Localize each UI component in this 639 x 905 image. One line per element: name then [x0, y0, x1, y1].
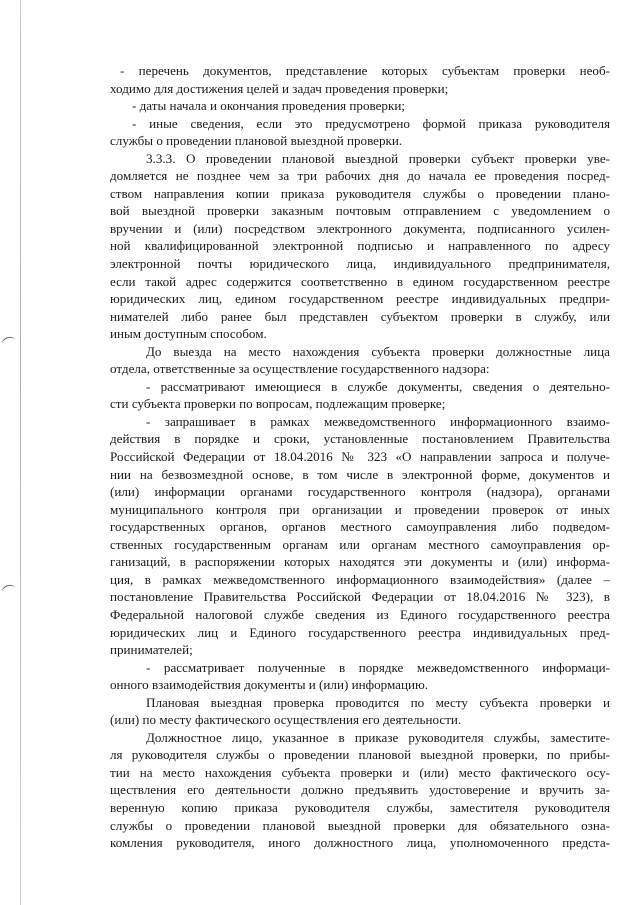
text-line: вой выездной проверки заказным почтовым отправлением с уведомлением о — [110, 203, 610, 219]
text-line: если такой адрес содержится соответственно в едином государственном реестре — [110, 273, 610, 289]
page-margin-line — [20, 0, 21, 905]
text-line: - запрашивает в рамках межведомственного информационного взаимо- — [146, 413, 610, 429]
text-line: ганизаций, в распоряжении которых находятся эти документы и (или) информа- — [110, 554, 610, 570]
text-line: Федеральной налоговой службе сведения из Единого государственного реестра — [110, 606, 610, 622]
text-line: службы о проведении плановой выездной проверки. — [110, 133, 403, 149]
text-line: сти субъекта проверки по вопросам, подлежащим проверке; — [110, 396, 446, 412]
text-line: тии на место нахождения субъекта проверки и (или) место фактического осу- — [110, 764, 610, 780]
document-body — [110, 62, 610, 852]
text-line: (или) информации органами государственного контроля (надзора), органами — [110, 484, 610, 500]
text-line: Плановая выездная проверка проводится по месту субъекта проверки и — [146, 694, 610, 710]
text-line: веренную копию приказа руководителя службы, заместителя руководителя — [110, 799, 610, 815]
text-line: отдела, ответственные за осуществление государственного надзора: — [110, 361, 490, 377]
text-line: ной квалифицированной электронной подписью и направленного по адресу — [110, 238, 610, 254]
text-line: ством направления копии приказа руководителя службы о проведении плано- — [110, 185, 610, 201]
text-line: нимателей либо ранее был представлен субъектом проверки в службу, или — [110, 308, 610, 324]
text-line: принимателей; — [110, 642, 193, 658]
text-line: ходимо для достижения целей и задач проведения проверки; — [110, 80, 449, 96]
text-line: муниципального контроля при организации и проведении проверок от иных — [110, 501, 610, 517]
text-line: онного взаимодействия документы и (или) информацию. — [110, 677, 429, 693]
text-line: Должностное лицо, указанное в приказе руководителя службы, заместите- — [146, 729, 610, 745]
text-line: постановление Правительства Российской Федерации от 18.04.2016 № 323), в — [110, 589, 610, 605]
text-line: юридических лиц, едином государственном реестре индивидуальных предпри- — [110, 291, 610, 307]
margin-mark — [1, 583, 17, 597]
text-line: домляется не позднее чем за три рабочих дня до начала ее проведения посред- — [110, 168, 610, 184]
text-line: - рассматривает полученные в порядке межведомственного информаци- — [146, 659, 610, 675]
text-line: юридических лиц и Единого государственного реестра индивидуальных пред- — [110, 624, 610, 640]
text-line: - даты начала и окончания проведения проверки; — [132, 98, 405, 114]
text-line: иным доступным способом. — [110, 326, 267, 342]
text-line: ственных государственным органам или органам местного самоуправления ор- — [110, 536, 610, 552]
text-line: ция, в рамках межведомственного информационного взаимодействия» (далее – — [110, 571, 610, 587]
text-line: электронной почты юридического лица, индивидуального предпринимателя, — [110, 256, 610, 272]
text-line: - перечень документов, представление которых субъектам проверки необ- — [120, 63, 610, 78]
text-line: комления руководителя, иного должностного лица, уполномоченного предста- — [110, 835, 610, 851]
text-line: 3.3.3. О проведении плановой выездной проверки субъект проверки уве- — [146, 150, 610, 166]
text-line: ля руководителя службы о проведении плановой выездной проверки, по прибы- — [110, 747, 610, 763]
text-line: действия в порядке и сроки, установленные постановлением Правительства — [110, 431, 610, 447]
text-line: До выезда на место нахождения субъекта проверки должностные лица — [146, 343, 610, 359]
text-line: - рассматривают имеющиеся в службе документы, сведения о деятельно- — [146, 378, 610, 394]
margin-mark — [1, 335, 17, 349]
text-line: - иные сведения, если это предусмотрено формой приказа руководителя — [132, 115, 610, 131]
text-line: (или) по месту фактического осуществления его деятельности. — [110, 712, 462, 728]
text-line: службы о проведении плановой выездной проверки для обязательного озна- — [110, 817, 610, 833]
text-line: ществления его деятельности должно предъявить удостоверение и вручить за- — [110, 782, 610, 798]
text-line: нии на безвозмездной основе, в том числе в электронной форме, документов и — [110, 466, 610, 482]
text-line: Российской Федерации от 18.04.2016 № 323 «О направлении запроса и получе- — [110, 449, 610, 465]
text-line: вручении и (или) посредством электронного документа, подписанного усилен- — [110, 220, 610, 236]
text-line: государственных органов, органов местного самоуправления либо подведом- — [110, 519, 610, 535]
